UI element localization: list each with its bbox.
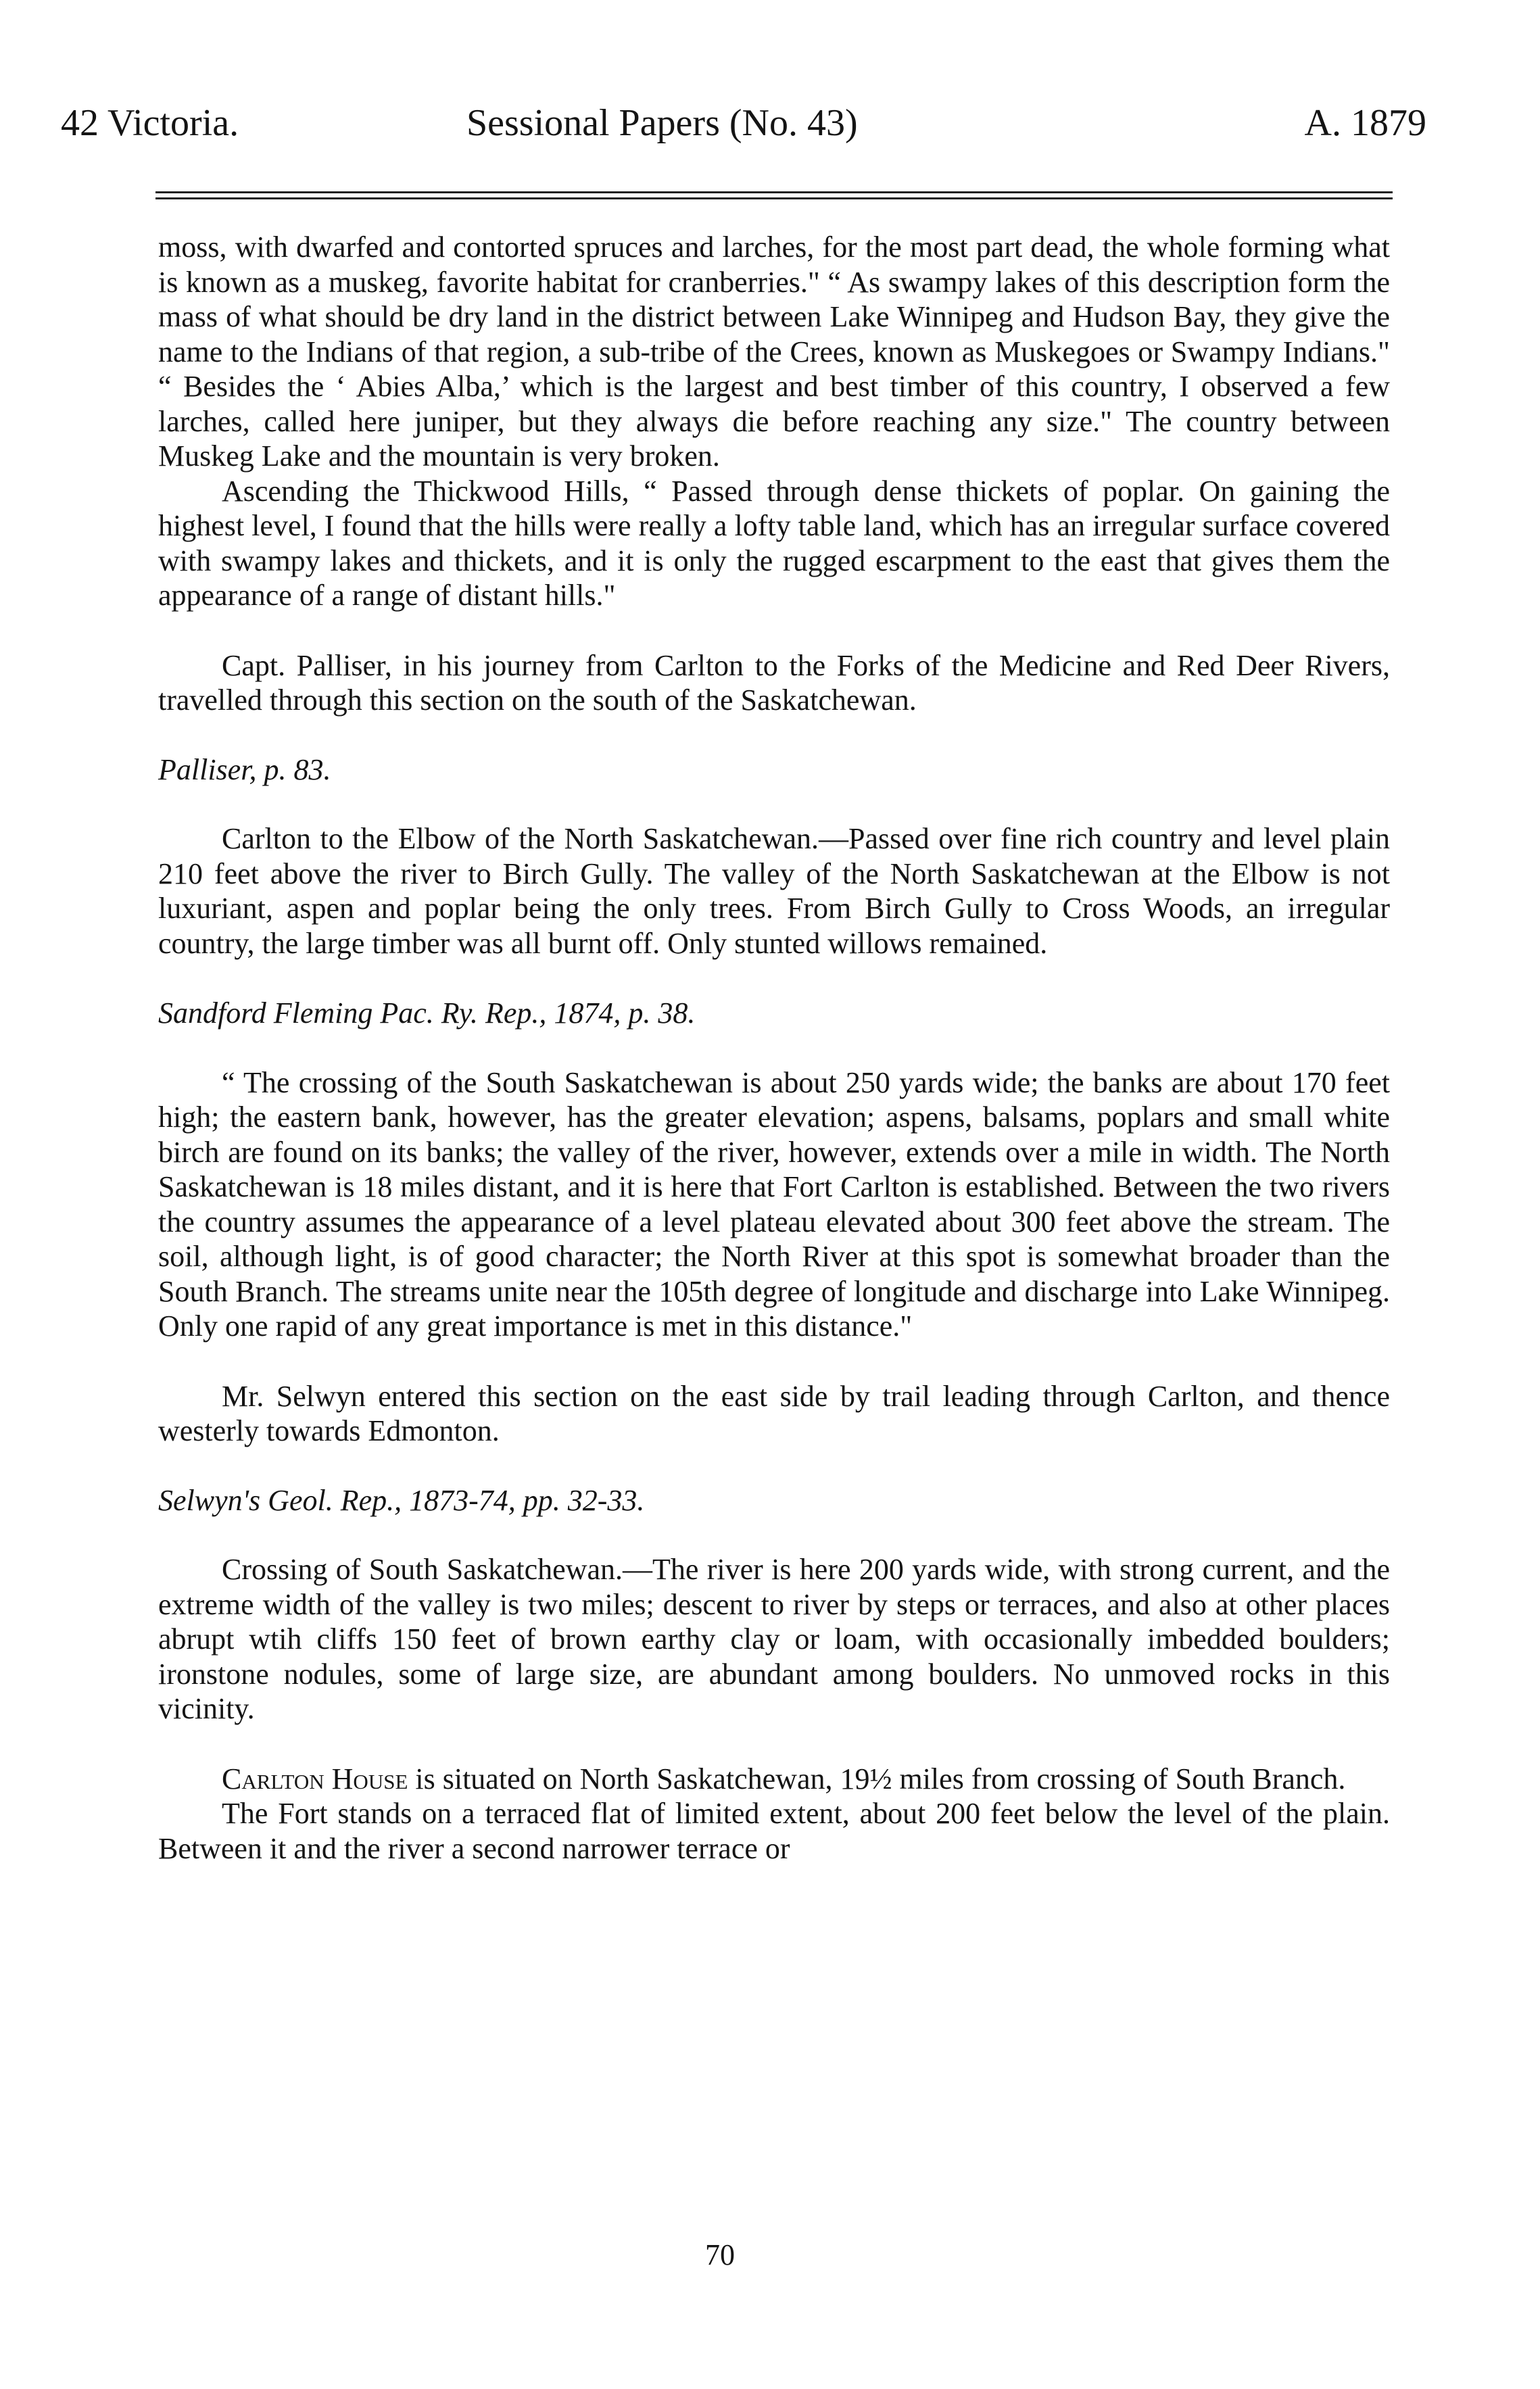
header-year: A. 1879 [1304, 102, 1426, 144]
paragraph-south-saskatchewan-crossing: “ The crossing of the South Saskatchewan is about 250 yards wide; the banks are about 170 feet high; the eastern bank, however, has the greater elevation; aspens, balsams, poplars and small white birch are found on its banks; the valley of the river, however, extends over a mile in width. The North Saskatchewan is 18 miles distant, and it is here that Fort Carlton is established. Between the two rivers the country assumes the appearance of a level plateau elevated about 300 feet above the stream. The soil, although light, is of good character; the North River at this spot is somewhat broader than the South Branch. The streams unite near the 105th degree of longitude and discharge into Lake Winnipeg. Only one rapid of any great importance is met in this distance." [158, 1065, 1390, 1343]
paragraph-carlton-house [158, 1762, 1390, 1797]
carlton-house-text: is situated on North Saskatchewan, 19½ miles from crossing of South Branch. [415, 1762, 1346, 1795]
paragraph-crossing-details: Crossing of South Saskatchewan.—The river is here 200 yards wide, with strong current, and the extreme width of the valley is two miles; descent to river by steps or terraces, and also at other places abrupt wtih cliffs 150 feet of brown earthy clay or loam, with occasionally imbedded boulders; ironstone nodules, some of large size, are abundant among boulders. No unmoved rocks in this vicinity. [158, 1553, 1390, 1725]
paragraph-thickwood-hills: Ascending the Thickwood Hills, “ Passed through dense thickets of poplar. On gaining the highest level, I found that the hills were really a lofty table land, which has an irregular surface covered with swampy lakes and thickets, and it is only the rugged escarpment to the east that gives them the appearance of a range of distant hills." [158, 474, 1390, 612]
paragraph-muskeg: moss, with dwarfed and contorted spruces and larches, for the most part dead, the whole forming what is known as a muskeg, favorite habitat for cranberries." “ As swampy lakes of this description form the mass of what should be dry land in the district between Lake Winnipeg and Hudson Bay, they give the name to the Indians of that region, a sub-tribe of the Crees, known as Muskegoes or Swampy Indians." “ Besides the ‘ Abies Alba,’ which is the largest and best timber of this country, I observed a few larches, called here juniper, but they always die before reaching any size." The country between Muskeg Lake and the mountain is very broken. [158, 231, 1390, 473]
citation-fleming: Sandford Fleming Pac. Ry. Rep., 1874, p. 38. [158, 996, 696, 1030]
citation-selwyn: Selwyn's Geol. Rep., 1873-74, pp. 32-33. [158, 1483, 645, 1517]
header-rule-top [155, 191, 1393, 193]
page-body [158, 230, 1390, 1866]
page-header [61, 101, 1426, 155]
header-rule-bottom [155, 197, 1393, 199]
carlton-house-heading: Carlton House [222, 1762, 408, 1795]
paragraph-palliser-journey: Capt. Palliser, in his journey from Carlton to the Forks of the Medicine and Red Deer Rivers, travelled through this section on the south of the Saskatchewan. [158, 648, 1390, 717]
header-title: Sessional Papers (No. 43) [466, 102, 858, 144]
paragraph-fort: The Fort stands on a terraced flat of limited extent, about 200 feet below the level of the plain. Between it and the river a second narrower terrace or [158, 1797, 1390, 1865]
paragraph-carlton-elbow: Carlton to the Elbow of the North Saskatchewan.—Passed over fine rich country and level plain 210 feet above the river to Birch Gully. The valley of the North Saskatchewan at the Elbow is not luxuriant, aspen and poplar being the only trees. From Birch Gully to Cross Woods, an irregular country, the large timber was all burnt off. Only stunted willows remained. [158, 822, 1390, 960]
paragraph-selwyn: Mr. Selwyn entered this section on the east side by trail leading through Carlton, and thence westerly towards Edmonton. [158, 1379, 1390, 1447]
citation-palliser: Palliser, p. 83. [158, 752, 331, 786]
page-number: 70 [705, 2238, 735, 2271]
header-session: 42 Victoria. [61, 102, 239, 144]
